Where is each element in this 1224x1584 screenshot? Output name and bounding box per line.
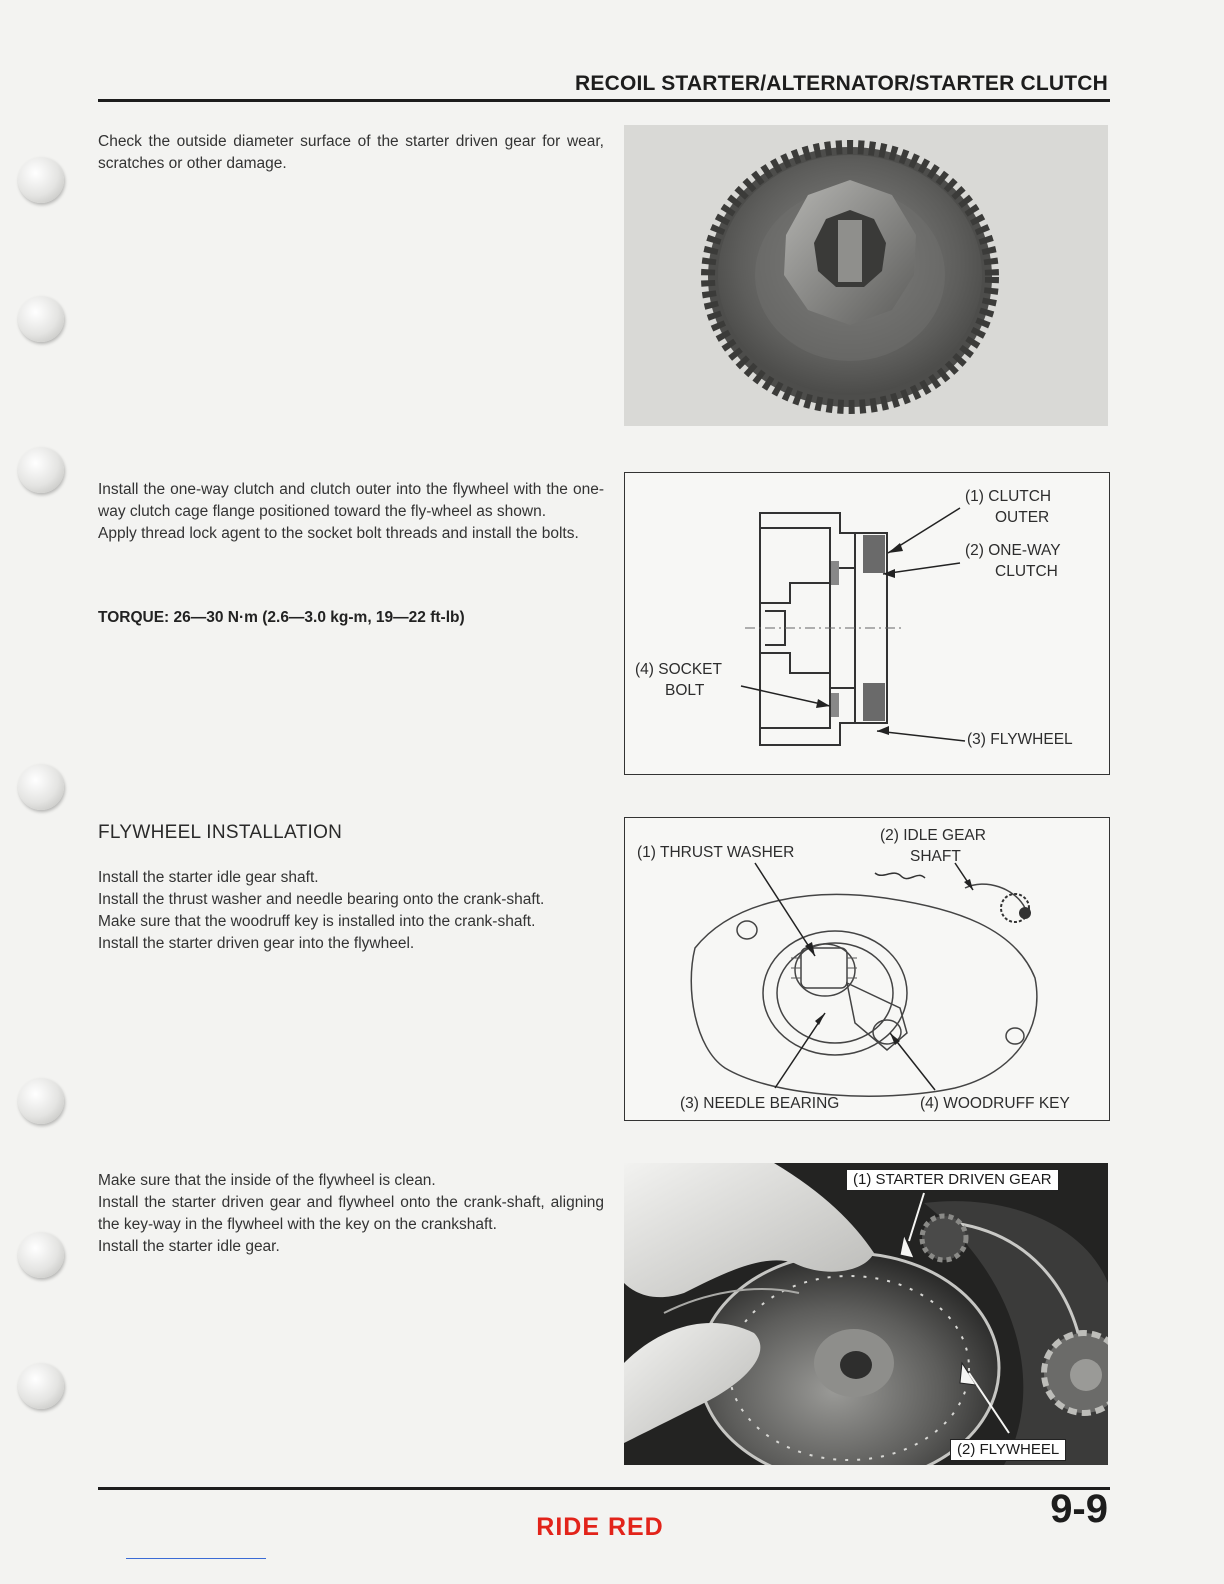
- clutch-install-text: Install the one-way clutch and clutch outer into the flywheel with the one-way clutch cage flange positioned toward the fly-wheel as shown. Apply thread lock agent to the socket bolt threads and install the bolts.: [98, 481, 604, 542]
- section-title: FLYWHEEL INSTALLATION: [98, 822, 343, 843]
- punch-hole: [18, 1232, 64, 1278]
- check-gear-text: Check the outside diameter surface of the starter driven gear for wear, scratches or other damage.: [98, 133, 604, 172]
- punch-hole: [18, 1078, 64, 1124]
- footer-brand: RIDE RED: [536, 1513, 664, 1541]
- flywheel-final-text: Make sure that the inside of the flywheel is clean. Install the starter driven gear and flywheel onto the crank-shaft, aligning the key-way in the flywheel with the key on the crankshaft. Install the starter idle gear.: [98, 1172, 604, 1255]
- socket-bolt-label: (4) SOCKET: [635, 661, 722, 678]
- link-underline: [126, 1558, 266, 1559]
- crankshaft-diagram: [624, 817, 1110, 1121]
- punch-hole: [18, 157, 64, 203]
- flywheel-install-photo: [624, 1163, 1108, 1465]
- header-rule: [98, 99, 1110, 102]
- needle-bearing-label: (3) NEEDLE BEARING: [680, 1095, 840, 1112]
- crankshaft-drawing: [625, 818, 1109, 1120]
- starter-driven-gear-photo: [624, 125, 1108, 426]
- socket-bolt-label-line2: BOLT: [665, 682, 705, 699]
- punch-hole: [18, 447, 64, 493]
- clutch-outer-label: (1) CLUTCH: [965, 488, 1052, 505]
- punch-hole: [18, 1363, 64, 1409]
- one-way-clutch-label: (2) ONE-WAY: [965, 542, 1061, 559]
- footer-rule: [98, 1487, 1110, 1490]
- thrust-washer-label: (1) THRUST WASHER: [637, 844, 795, 861]
- flywheel-label: (3) FLYWHEEL: [967, 731, 1073, 748]
- clutch-outer-label-line2: OUTER: [995, 509, 1050, 526]
- flywheel-installation-text: Install the starter idle gear shaft. Install the thrust washer and needle bearing onto the crank-shaft. Make sure that the woodruff key is installed into the crank-shaft. Install the starter driven gear into the flywheel.: [98, 869, 545, 952]
- page-header-title: RECOIL STARTER/ALTERNATOR/STARTER CLUTCH: [575, 72, 1108, 95]
- idle-gear-shaft-label: (2) IDLE GEAR: [880, 827, 986, 844]
- flywheel-photo-label: (2) FLYWHEEL: [950, 1439, 1066, 1461]
- gear-illustration: [624, 125, 1108, 426]
- punch-hole: [18, 764, 64, 810]
- punch-hole: [18, 296, 64, 342]
- one-way-clutch-label-line2: CLUTCH: [995, 563, 1058, 580]
- flywheel-photo-illustration: [624, 1163, 1108, 1465]
- torque-spec: TORQUE: 26—30 N·m (2.6—3.0 kg-m, 19—22 ft-lb): [98, 609, 465, 626]
- page-number: 9-9: [1050, 1487, 1108, 1531]
- woodruff-key-label: (4) WOODRUFF KEY: [920, 1095, 1070, 1112]
- clutch-cross-section-diagram: [624, 472, 1110, 775]
- starter-driven-gear-label: (1) STARTER DRIVEN GEAR: [846, 1169, 1059, 1191]
- idle-gear-shaft-label-line2: SHAFT: [910, 848, 961, 865]
